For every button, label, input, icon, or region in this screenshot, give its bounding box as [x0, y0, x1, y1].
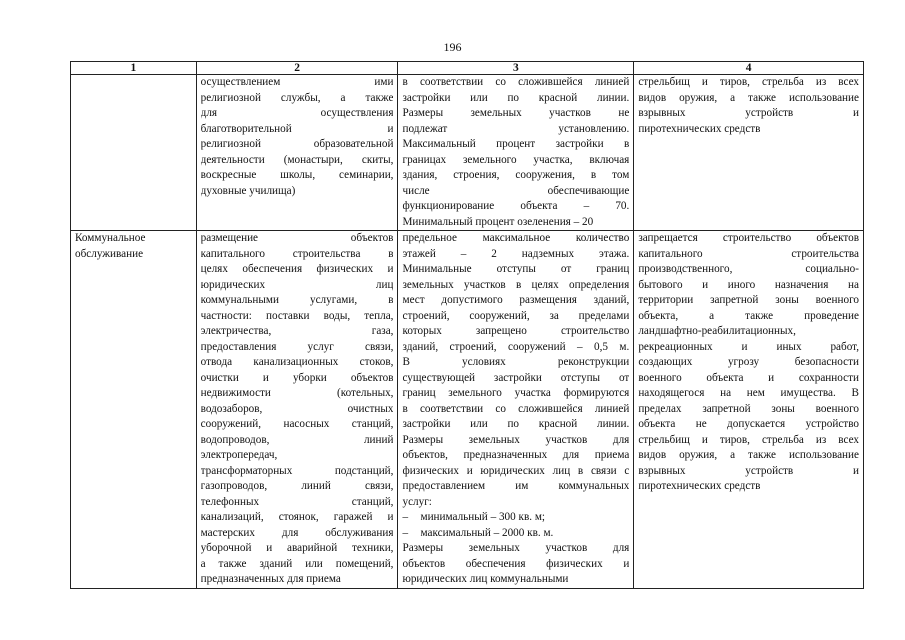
cell-line: в соответствии со сложившейся линией [402, 402, 630, 415]
cell-line: Размеры земельных участков для [402, 433, 630, 446]
cell-line: территории запретной зоны военного [638, 294, 859, 306]
cell-line: телефонных станций, [200, 495, 394, 508]
row1-col4 [634, 75, 864, 231]
cell-line: подлежат установлению. [402, 122, 630, 135]
cell-line: юридических лиц коммунальными [402, 573, 569, 585]
cell-line: зданий, строений, сооружений – 0,5 м. [402, 340, 630, 353]
header-col-2: 2 [196, 62, 398, 75]
cell-line: застройки или по красной линии. [402, 418, 630, 430]
row2-col3-text-before [402, 231, 629, 510]
regulations-table [70, 61, 864, 589]
cell-line: В условиях реконструкции [402, 356, 630, 368]
cell-line: существующей застройки отступы от [402, 371, 630, 384]
cell-line: видов оружия, а также использование [638, 91, 859, 104]
cell-line: которых запрещено строительство [402, 325, 630, 337]
cell-line: пиротехнических средств [638, 122, 761, 135]
cell-line: объекта не допускается устройство [638, 418, 859, 430]
cell-line: предоставлением им коммунальных [402, 480, 630, 492]
header-col-4: 4 [634, 62, 864, 75]
row2-col2 [196, 231, 398, 589]
table-row [71, 231, 864, 589]
cell-line: юридических лиц [200, 278, 394, 291]
row2-col4 [634, 231, 864, 589]
cell-line: а также зданий или помещений, [200, 557, 394, 570]
cell-line: здания, строения, сооружения, в том [402, 169, 630, 181]
cell-line: числе обеспечивающие [402, 184, 630, 197]
cell-line: Размеры земельных участков для [402, 542, 630, 554]
cell-line: бытового и иного назначения на [638, 278, 859, 291]
cell-line: пиротехнических средств [638, 480, 761, 492]
cell-line: благотворительной и [200, 122, 394, 135]
cell-line: запрещается строительство объектов [638, 232, 859, 244]
cell-line: газопроводов, линий связи, [200, 480, 394, 492]
cell-line: для осуществления [200, 107, 394, 119]
table-row [71, 75, 864, 231]
cell-line: объектов, предназначенных для приема [402, 449, 630, 461]
cell-line: духовные училища) [200, 184, 296, 197]
row2-col3-size-list [402, 510, 629, 541]
cell-line: производственного, социально- [638, 263, 859, 275]
cell-line: границах земельного участка, включая [402, 153, 630, 166]
cell-line: религиозной образовательной [200, 138, 394, 150]
cell-line: капитального строительства [638, 247, 859, 260]
cell-line: взрывных устройств и [638, 107, 859, 119]
cell-line: земельных участков в целях определения [402, 278, 630, 291]
cell-line: находящегося на нем имущества. В [638, 387, 859, 399]
cell-line: деятельности (монастыри, скиты, [200, 153, 394, 166]
cell-line: видов оружия, а также использование [638, 449, 859, 461]
cell-line: ландшафтно-реабилитационных, [638, 325, 796, 337]
cell-line: границ земельного участка формируются [402, 387, 630, 399]
cell-line: Коммунальное [75, 232, 146, 244]
list-item [402, 526, 629, 542]
cell-line: воскресные школы, семинарии, [200, 169, 394, 181]
cell-line: религиозной службы, а также [200, 91, 394, 104]
cell-line: частности: поставки воды, тепла, [200, 309, 394, 322]
list-bullet: – [402, 526, 409, 539]
cell-line: трансформаторных подстанций, [200, 464, 394, 477]
cell-line: водопроводов, линий [200, 433, 394, 446]
cell-line: капитального строительства в [200, 247, 394, 260]
cell-line: целях обеспечения физических и [200, 263, 394, 275]
cell-line: в соответствии со сложившейся линией [402, 76, 630, 88]
cell-line: уборочной и аварийной техники, [200, 542, 394, 554]
cell-line: этажей – 2 надземных этажа. [402, 247, 630, 260]
cell-line: стрельбищ и тиров, стрельба из всех [638, 76, 859, 88]
cell-line: мастерских для обслуживания [200, 526, 394, 539]
cell-line: канализаций, стоянок, гаражей и [200, 511, 394, 523]
cell-line: мест допустимого размещения зданий, [402, 294, 630, 306]
list-bullet: – [402, 511, 409, 523]
cell-line: обслуживание [75, 247, 144, 260]
cell-line: военного объекта и сохранности [638, 371, 859, 384]
row1-col1 [71, 75, 197, 231]
cell-line: стрельбищ и тиров, стрельба из всех [638, 433, 859, 446]
cell-line: застройки или по красной линии. [402, 91, 630, 104]
list-item [402, 510, 629, 526]
cell-line: предельное максимальное количество [402, 232, 630, 244]
cell-line: размещение объектов [200, 232, 394, 244]
cell-line: осуществлением ими [200, 76, 394, 88]
cell-line: очистки и уборки объектов [200, 371, 394, 384]
cell-line: услуг: [402, 495, 432, 508]
cell-line: Размеры земельных участков не [402, 107, 630, 119]
cell-line: взрывных устройств и [638, 464, 859, 477]
row2-col3-text-after [402, 541, 629, 588]
cell-line: функционирование объекта – 70. [402, 200, 630, 212]
cell-line: рекреационных и иных работ, [638, 340, 859, 353]
cell-line: пределах запретной зоны военного [638, 402, 859, 415]
cell-line: объектов обеспечения физических и [402, 557, 630, 570]
cell-line: объекта, а также проведение [638, 309, 859, 322]
cell-line: физических и юридических лиц в связи с [402, 464, 630, 477]
cell-line: строений, сооружений, за пределами [402, 309, 630, 322]
cell-line: создающих угрозу безопасности [638, 356, 859, 368]
cell-line: Минимальные отступы от границ [402, 263, 630, 275]
cell-line: предназначенных для приема [200, 573, 341, 585]
row1-col3 [398, 75, 634, 231]
header-col-1: 1 [71, 62, 197, 75]
cell-line: отвода канализационных стоков, [200, 356, 394, 368]
cell-line: сооружений, насосных станций, [200, 418, 394, 430]
cell-line: электропередач, [200, 449, 278, 461]
table-header-row [71, 62, 864, 75]
cell-line: водозаборов, очистных [200, 402, 394, 415]
list-item-text: минимальный – 300 кв. м; [420, 511, 546, 523]
cell-line: коммунальными услугами, в [200, 294, 394, 306]
cell-line: Минимальный процент озеленения – 20 [402, 215, 594, 228]
page-number: 196 [443, 40, 462, 54]
row2-col3 [398, 231, 634, 589]
header-col-3: 3 [398, 62, 634, 75]
row2-col1 [71, 231, 197, 589]
row1-col2 [196, 75, 398, 231]
cell-line: недвижимости (котельных, [200, 387, 394, 399]
cell-line: предоставления услуг связи, [200, 340, 394, 353]
list-item-text: максимальный – 2000 кв. м. [420, 526, 554, 539]
cell-line: Максимальный процент застройки в [402, 138, 630, 150]
cell-line: электричества, газа, [200, 325, 394, 337]
